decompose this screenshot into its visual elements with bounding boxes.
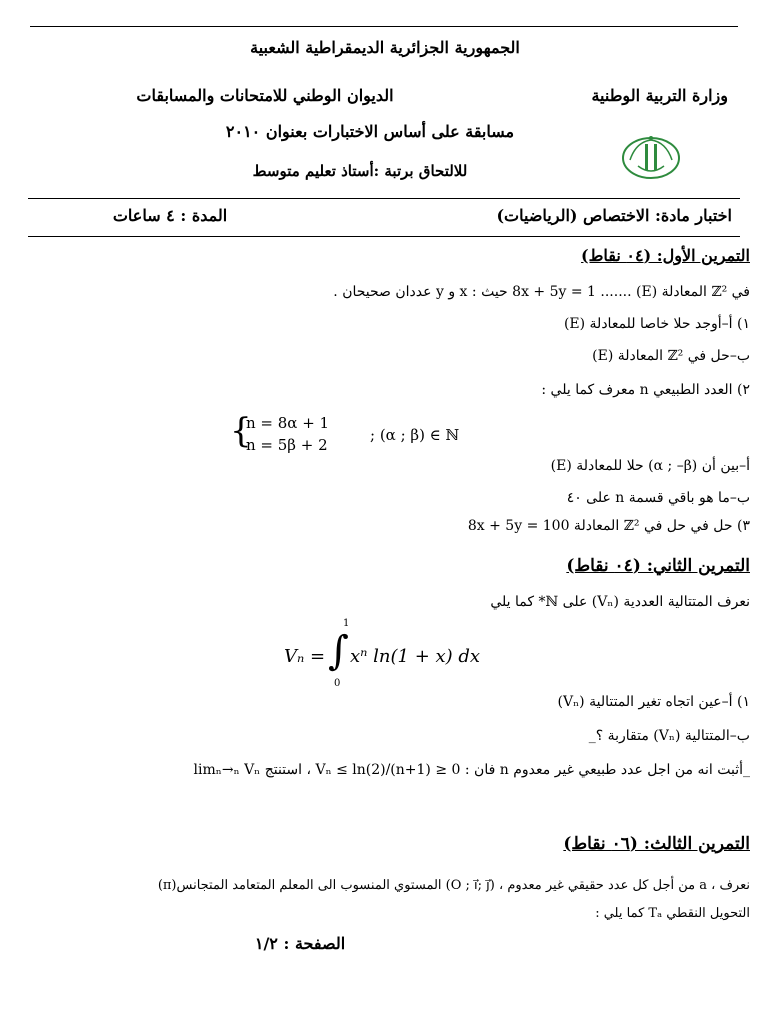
ministry-name: وزارة التربية الوطنية (591, 86, 728, 105)
exercise-2-title: التمرين الثاني: (٠٤ نقاط) (566, 556, 750, 576)
exercise-1-q1b: ب–حل في ℤ² المعادلة (E) (592, 348, 750, 364)
exercise-2-intro: نعرف المتتالية العددية (Vₙ) على ℕ* كما يلي (490, 594, 750, 610)
exercise-3-line-1: (π)المستوي المنسوب الى المعلم المتعامد المتجانس (O ; i⃗; j⃗) ، من أجل كل عدد حقيقي غير معدوم a ، نعرف (157, 878, 750, 893)
exercise-1-q2a: أ–بين أن (α ; –β) حلا للمعادلة (E) (550, 458, 750, 474)
system-brace: { (230, 411, 252, 451)
exercise-3-title: التمرين الثالث: (٠٦ نقاط) (563, 834, 750, 854)
subject-top-rule (28, 198, 740, 199)
exercise-1-q3: ٣) حل في حل في ℤ² المعادلة 8x + 5y = 100 (467, 518, 750, 534)
exercise-1-q2: ٢) العدد الطبيعي n معرف كما يلي : (541, 382, 750, 398)
rank-title: للالتحاق برتبة :أستاذ تعليم متوسط (252, 162, 468, 180)
integral-upper-bound: 1 (343, 618, 350, 629)
republic-title: الجمهورية الجزائرية الديمقراطية الشعبية (250, 38, 520, 57)
system-condition: ; (α ; β) ∈ ℕ (370, 426, 460, 444)
exercise-1-title: التمرين الأول: (٠٤ نقاط) (581, 246, 750, 265)
integral-lower-bound: 0 (334, 678, 341, 689)
integral-lhs: Vₙ = (284, 646, 326, 667)
subject-bottom-rule (28, 236, 740, 237)
system-line-1: n = 8α + 1 (246, 414, 330, 432)
integral-sign: ∫ (328, 628, 349, 674)
exercise-2-q1b: ب–المتتالية (Vₙ) متقاربة ؟_ (588, 728, 750, 744)
exercise-1-intro: في ℤ² المعادلة (E) ....... 8x + 5y = 1 حيث : x و y عددان صحيحان . (333, 284, 750, 300)
contest-title: مسابقة على أساس الاختبارات بعنوان ٢٠١٠ (225, 122, 515, 141)
exercise-1-q1a: ١) أ–أوجد حلا خاصا للمعادلة (E) (563, 316, 750, 332)
top-rule (30, 26, 738, 27)
exercise-2-q2: _أثبت انه من اجل عدد طبيعي غير معدوم n فان : 0 ≤ Vₙ ≤ ln(2)/(n+1) ، استنتج limₙ→ₙ Vₙ (193, 762, 750, 778)
exam-duration: المدة : ٤ ساعات (112, 206, 228, 225)
office-name: الديوان الوطني للامتحانات والمسابقات (136, 86, 394, 105)
exercise-2-q1a: ١) أ–عين اتجاه تغير المتتالية (Vₙ) (557, 694, 750, 710)
ministry-seal-logo (616, 130, 686, 182)
exam-subject: اختبار مادة: الاختصاص (الرياضيات) (496, 206, 732, 225)
system-line-2: n = 5β + 2 (246, 436, 328, 454)
exercise-3-line-2: التحويل النقطي Tₐ كما يلي : (595, 906, 750, 921)
page-number: الصفحة : ١/٢ (254, 934, 346, 953)
integral-integrand: xⁿ ln(1 + x) dx (350, 646, 481, 667)
exercise-1-q2b: ب–ما هو باقي قسمة n على ٤٠ (566, 490, 750, 506)
